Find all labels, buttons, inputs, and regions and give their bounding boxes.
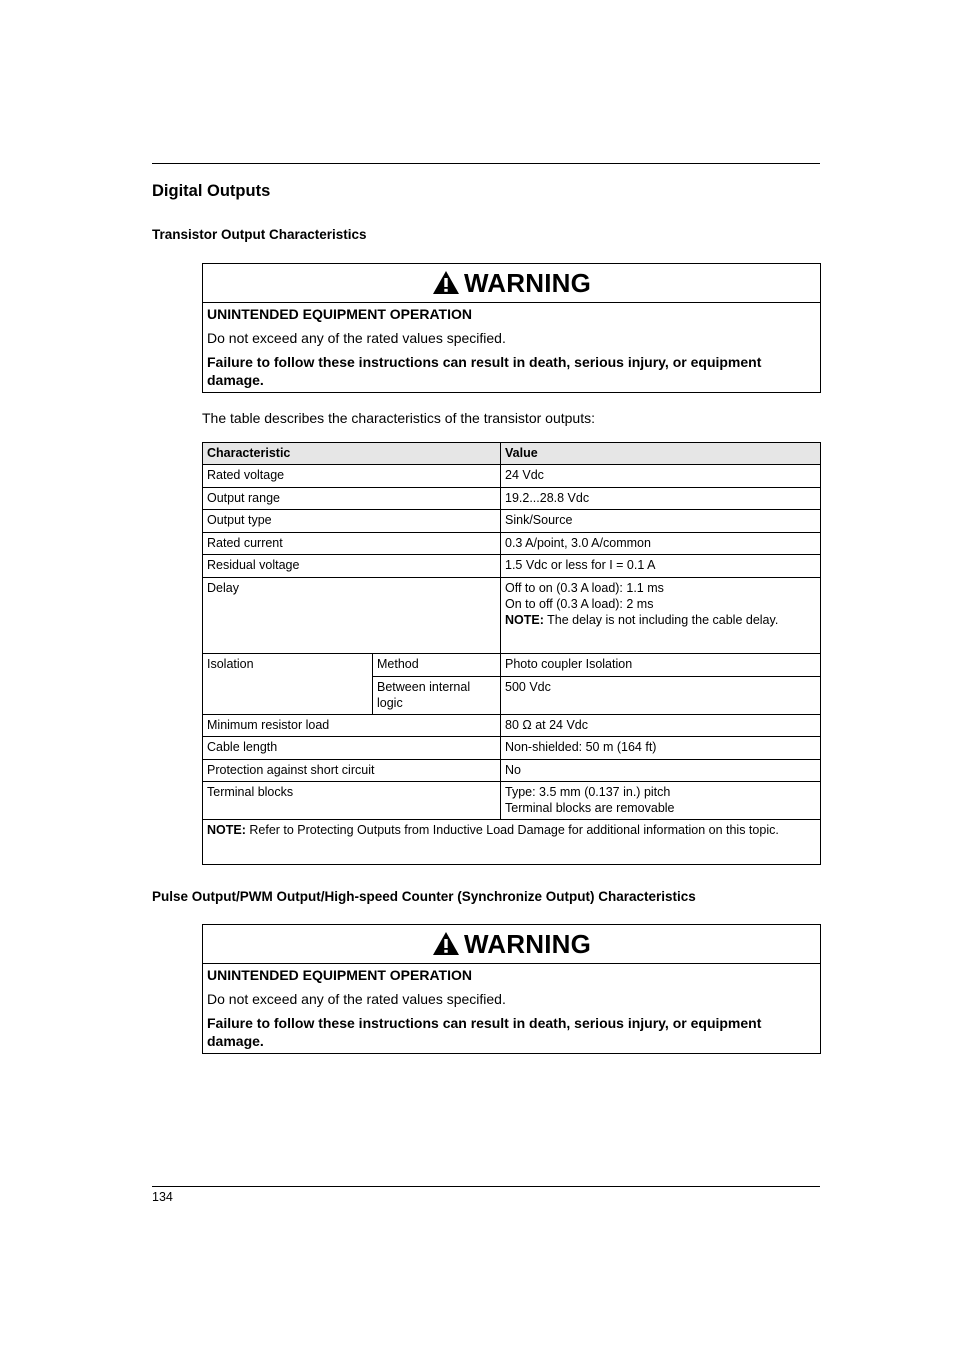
row-label: Cable length bbox=[203, 737, 501, 760]
row-label: Delay bbox=[203, 578, 501, 654]
table-row bbox=[203, 465, 821, 488]
row-value: 1.5 Vdc or less for I = 0.1 A bbox=[501, 555, 821, 578]
table-row bbox=[203, 760, 821, 782]
warning-heading: UNINTENDED EQUIPMENT OPERATION bbox=[207, 306, 472, 322]
note-text: The delay is not including the cable delay. bbox=[543, 613, 779, 627]
subsection-title-pulse: Pulse Output/PWM Output/High-speed Counter (Synchronize Output) Characteristics bbox=[152, 889, 696, 904]
header-value: Value bbox=[501, 443, 821, 465]
warning-header bbox=[203, 264, 820, 303]
row-label: Minimum resistor load bbox=[203, 715, 501, 737]
warning-box bbox=[202, 263, 821, 393]
delay-off-to-on: Off to on (0.3 A load): 1.1 ms bbox=[505, 581, 664, 595]
note-label: NOTE: bbox=[505, 613, 544, 627]
warning-body bbox=[203, 964, 820, 1053]
table-row bbox=[203, 782, 821, 820]
row-value: 0.3 A/point, 3.0 A/common bbox=[501, 533, 821, 555]
row-value: Sink/Source bbox=[501, 510, 821, 533]
table-note-row bbox=[203, 820, 821, 865]
table-row bbox=[203, 715, 821, 737]
warning-text: Do not exceed any of the rated values specified. bbox=[207, 330, 506, 346]
table-row bbox=[203, 737, 821, 760]
note-label: NOTE: bbox=[207, 823, 246, 837]
table-note bbox=[203, 820, 821, 865]
row-value: Non-shielded: 50 m (164 ft) bbox=[501, 737, 821, 760]
row-value: 19.2...28.8 Vdc bbox=[501, 488, 821, 510]
top-rule bbox=[152, 163, 820, 164]
table-row bbox=[203, 510, 821, 533]
table-row bbox=[203, 555, 821, 578]
footer-rule bbox=[152, 1186, 820, 1187]
transistor-characteristics-table bbox=[202, 442, 821, 865]
row-label: Isolation bbox=[203, 654, 373, 715]
delay-on-to-off: On to off (0.3 A load): 2 ms bbox=[505, 597, 654, 611]
intro-text: The table describes the characteristics of the transistor outputs: bbox=[202, 410, 595, 426]
table-row bbox=[203, 488, 821, 510]
warning-heading: UNINTENDED EQUIPMENT OPERATION bbox=[207, 967, 472, 983]
section-title: Digital Outputs bbox=[152, 182, 271, 200]
warning-body bbox=[203, 303, 820, 392]
row-label: Rated current bbox=[203, 533, 501, 555]
row-label: Rated voltage bbox=[203, 465, 501, 488]
delay-note bbox=[505, 612, 816, 628]
row-value: 80 Ω at 24 Vdc bbox=[501, 715, 821, 737]
row-label: Protection against short circuit bbox=[203, 760, 501, 782]
row-value bbox=[501, 782, 821, 820]
row-label: Residual voltage bbox=[203, 555, 501, 578]
row-value bbox=[501, 578, 821, 654]
terminal-type: Type: 3.5 mm (0.137 in.) pitch bbox=[505, 785, 671, 799]
terminal-removable: Terminal blocks are removable bbox=[505, 801, 675, 815]
header-characteristic: Characteristic bbox=[203, 443, 501, 465]
row-label: Output type bbox=[203, 510, 501, 533]
row-value: 24 Vdc bbox=[501, 465, 821, 488]
table-row bbox=[203, 533, 821, 555]
sub-label: Method bbox=[373, 654, 501, 677]
warning-triangle-icon bbox=[432, 270, 460, 295]
sub-label: Between internal logic bbox=[373, 677, 501, 715]
note-text: Refer to Protecting Outputs from Inductive Load Damage for additional information on this topic. bbox=[245, 823, 779, 837]
warning-box bbox=[202, 924, 821, 1054]
warning-text: Do not exceed any of the rated values specified. bbox=[207, 991, 506, 1007]
warning-consequence: Failure to follow these instructions can result in death, serious injury, or equipment damage. bbox=[207, 1015, 762, 1049]
row-value: Photo coupler Isolation bbox=[501, 654, 821, 677]
table-row bbox=[203, 654, 821, 677]
warning-triangle-icon bbox=[432, 931, 460, 956]
warning-consequence: Failure to follow these instructions can result in death, serious injury, or equipment damage. bbox=[207, 354, 762, 388]
page-number: 134 bbox=[152, 1190, 173, 1204]
warning-title: WARNING bbox=[463, 928, 592, 959]
warning-header bbox=[203, 925, 820, 964]
warning-title: WARNING bbox=[463, 267, 592, 298]
subsection-title-transistor: Transistor Output Characteristics bbox=[152, 227, 367, 242]
table-header-row bbox=[203, 443, 821, 465]
row-label: Output range bbox=[203, 488, 501, 510]
table-row bbox=[203, 578, 821, 654]
row-value: 500 Vdc bbox=[501, 677, 821, 715]
row-value: No bbox=[501, 760, 821, 782]
row-label: Terminal blocks bbox=[203, 782, 501, 820]
